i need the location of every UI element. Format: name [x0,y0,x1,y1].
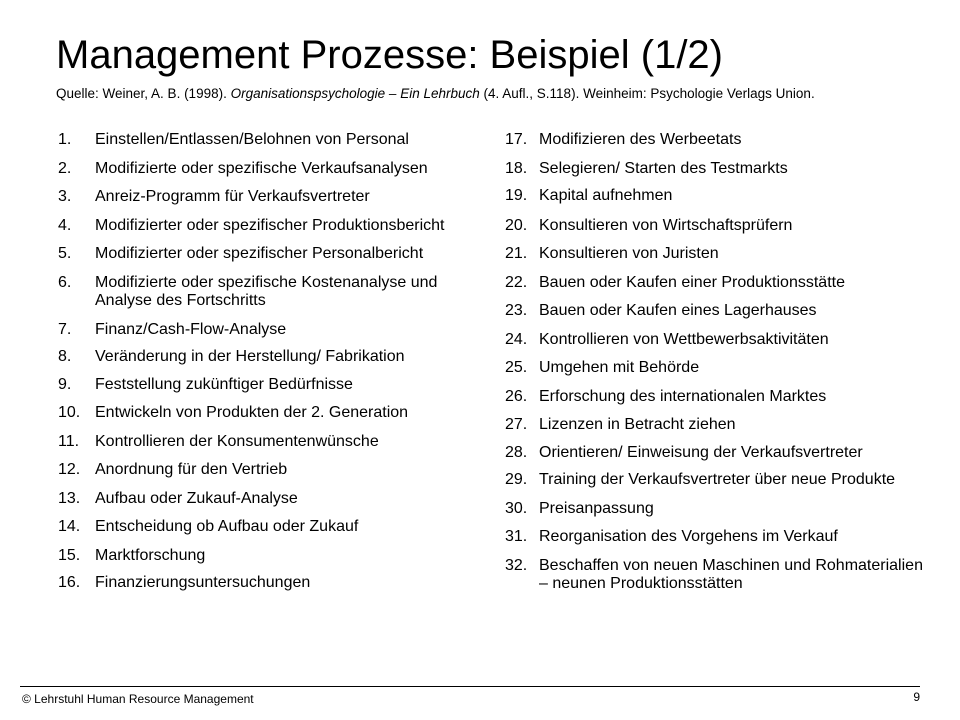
process-list-right [505,131,925,594]
list-item [58,518,478,537]
list-item-text: Bauen oder Kaufen eines Lagerhauses [539,302,817,319]
list-item [58,404,478,423]
list-item [58,376,478,395]
list-item-text: Lizenzen in Betracht ziehen [539,416,736,433]
list-item-text: Kontrollieren der Konsumentenwünsche [95,432,379,450]
list-item-text: Kontrollieren von Wettbewerbsaktivitäten [539,330,829,348]
list-item-text: Aufbau oder Zukauf-Analyse [95,489,298,507]
list-item-number: 10. [58,404,81,421]
list-item-number: 13. [58,489,81,507]
list-item-text: Modifizierter oder spezifischer Produktionsbericht [95,216,445,234]
source-suffix: (4. Aufl., S.118). Weinheim: Psychologie Verlags Union. [479,86,815,101]
list-item-number: 3. [58,188,72,205]
list-item [505,160,925,179]
list-item [58,461,478,480]
list-item-text: Modifizierter oder spezifischer Personalbericht [95,245,424,262]
source-citation [56,86,896,102]
list-item-number: 20. [505,216,528,234]
list-item [505,416,925,435]
footer-divider [20,686,920,687]
list-item-text: Konsultieren von Juristen [539,245,719,262]
list-item [505,331,925,350]
list-item-text: Feststellung zukünftiger Bedürfnisse [95,375,353,393]
list-item-number: 30. [505,499,528,517]
list-item-number: 2. [58,159,72,177]
list-item-text: Kapital aufnehmen [539,187,673,204]
list-item-number: 14. [58,518,81,535]
list-item-number: 26. [505,387,528,405]
list-item-number: 25. [505,359,528,376]
list-item-text: Reorganisation des Vorgehens im Verkauf [539,528,838,545]
list-item-text: Finanz/Cash-Flow-Analyse [95,320,287,338]
list-item-number: 32. [505,556,528,574]
list-item-number: 27. [505,416,528,433]
list-item [505,131,925,150]
list-item-number: 31. [505,528,528,545]
source-prefix: Quelle: Weiner, A. B. (1998). [56,86,231,101]
list-item-text: Preisanpassung [539,499,654,517]
list-item [505,302,925,321]
list-item [58,274,478,311]
list-item-text: Modifizierte oder spezifische Verkaufsanalysen [95,159,428,177]
page-title: Management Prozesse: Beispiel (1/2) [56,33,723,77]
list-item-number: 7. [58,320,72,338]
list-item-text: Selegieren/ Starten des Testmarkts [539,159,788,177]
list-item-text: Umgehen mit Behörde [539,359,700,376]
list-item [58,131,478,150]
list-item-number: 29. [505,471,528,488]
list-item-text: Anreiz-Programm für Verkaufsvertreter [95,188,370,205]
list-item [58,547,478,566]
list-item-number: 17. [505,131,528,148]
list-item [505,187,925,206]
list-item-number: 4. [58,216,72,234]
page-number: 9 [913,690,920,704]
list-item-number: 8. [58,348,72,365]
list-item [58,217,478,236]
list-item [58,160,478,179]
list-item [505,444,925,463]
footer-copyright: © Lehrstuhl Human Resource Management [22,692,254,706]
list-item [58,433,478,452]
list-item-text: Erforschung des internationalen Marktes [539,387,827,405]
list-item-text: Beschaffen von neuen Maschinen und Rohmaterialien – neunen Produktionsstätten [539,556,923,592]
list-item-number: 9. [58,375,72,393]
list-item [505,557,925,594]
list-item [58,490,478,509]
list-item-number: 24. [505,330,528,348]
list-item [505,274,925,293]
list-item-number: 11. [58,432,80,450]
list-item [505,500,925,519]
list-item-text: Anordnung für den Vertrieb [95,461,288,478]
list-item [505,359,925,378]
list-item-text: Marktforschung [95,546,206,564]
process-list-left [58,131,478,593]
list-item-number: 12. [58,461,81,478]
list-item-text: Orientieren/ Einweisung der Verkaufsvertreter [539,443,863,461]
list-item-text: Konsultieren von Wirtschaftsprüfern [539,216,793,234]
list-item-text: Finanzierungsuntersuchungen [95,574,311,591]
list-item-text: Entwickeln von Produkten der 2. Generation [95,404,409,421]
list-item-text: Entscheidung ob Aufbau oder Zukauf [95,518,359,535]
list-item [505,528,925,547]
list-item-number: 1. [58,131,72,148]
source-book-title: Organisationspsychologie – Ein Lehrbuch [230,86,480,101]
list-item [58,188,478,207]
list-item-text: Veränderung in der Herstellung/ Fabrikation [95,348,405,365]
list-item [58,321,478,340]
list-item [58,574,478,593]
list-item-text: Modifizieren des Werbeetats [539,131,742,148]
list-item-number: 16. [58,574,81,591]
list-item-number: 6. [58,273,72,291]
list-item-number: 28. [505,443,528,461]
list-item-number: 18. [505,159,528,177]
list-item [505,471,925,490]
list-item [505,217,925,236]
list-item-number: 19. [505,187,528,204]
list-item [58,348,478,367]
list-item-number: 15. [58,546,81,564]
list-item [505,388,925,407]
list-item-text: Modifizierte oder spezifische Kostenanalyse und Analyse des Fortschritts [95,273,438,309]
list-item-text: Bauen oder Kaufen einer Produktionsstätte [539,273,845,291]
list-item-text: Einstellen/Entlassen/Belohnen von Personal [95,131,409,148]
list-item [58,245,478,264]
list-item [505,245,925,264]
list-item-number: 22. [505,273,528,291]
list-item-text: Training der Verkaufsvertreter über neue Produkte [539,471,896,488]
list-item-number: 21. [505,245,528,262]
list-item-number: 23. [505,302,528,319]
list-item-number: 5. [58,245,72,262]
